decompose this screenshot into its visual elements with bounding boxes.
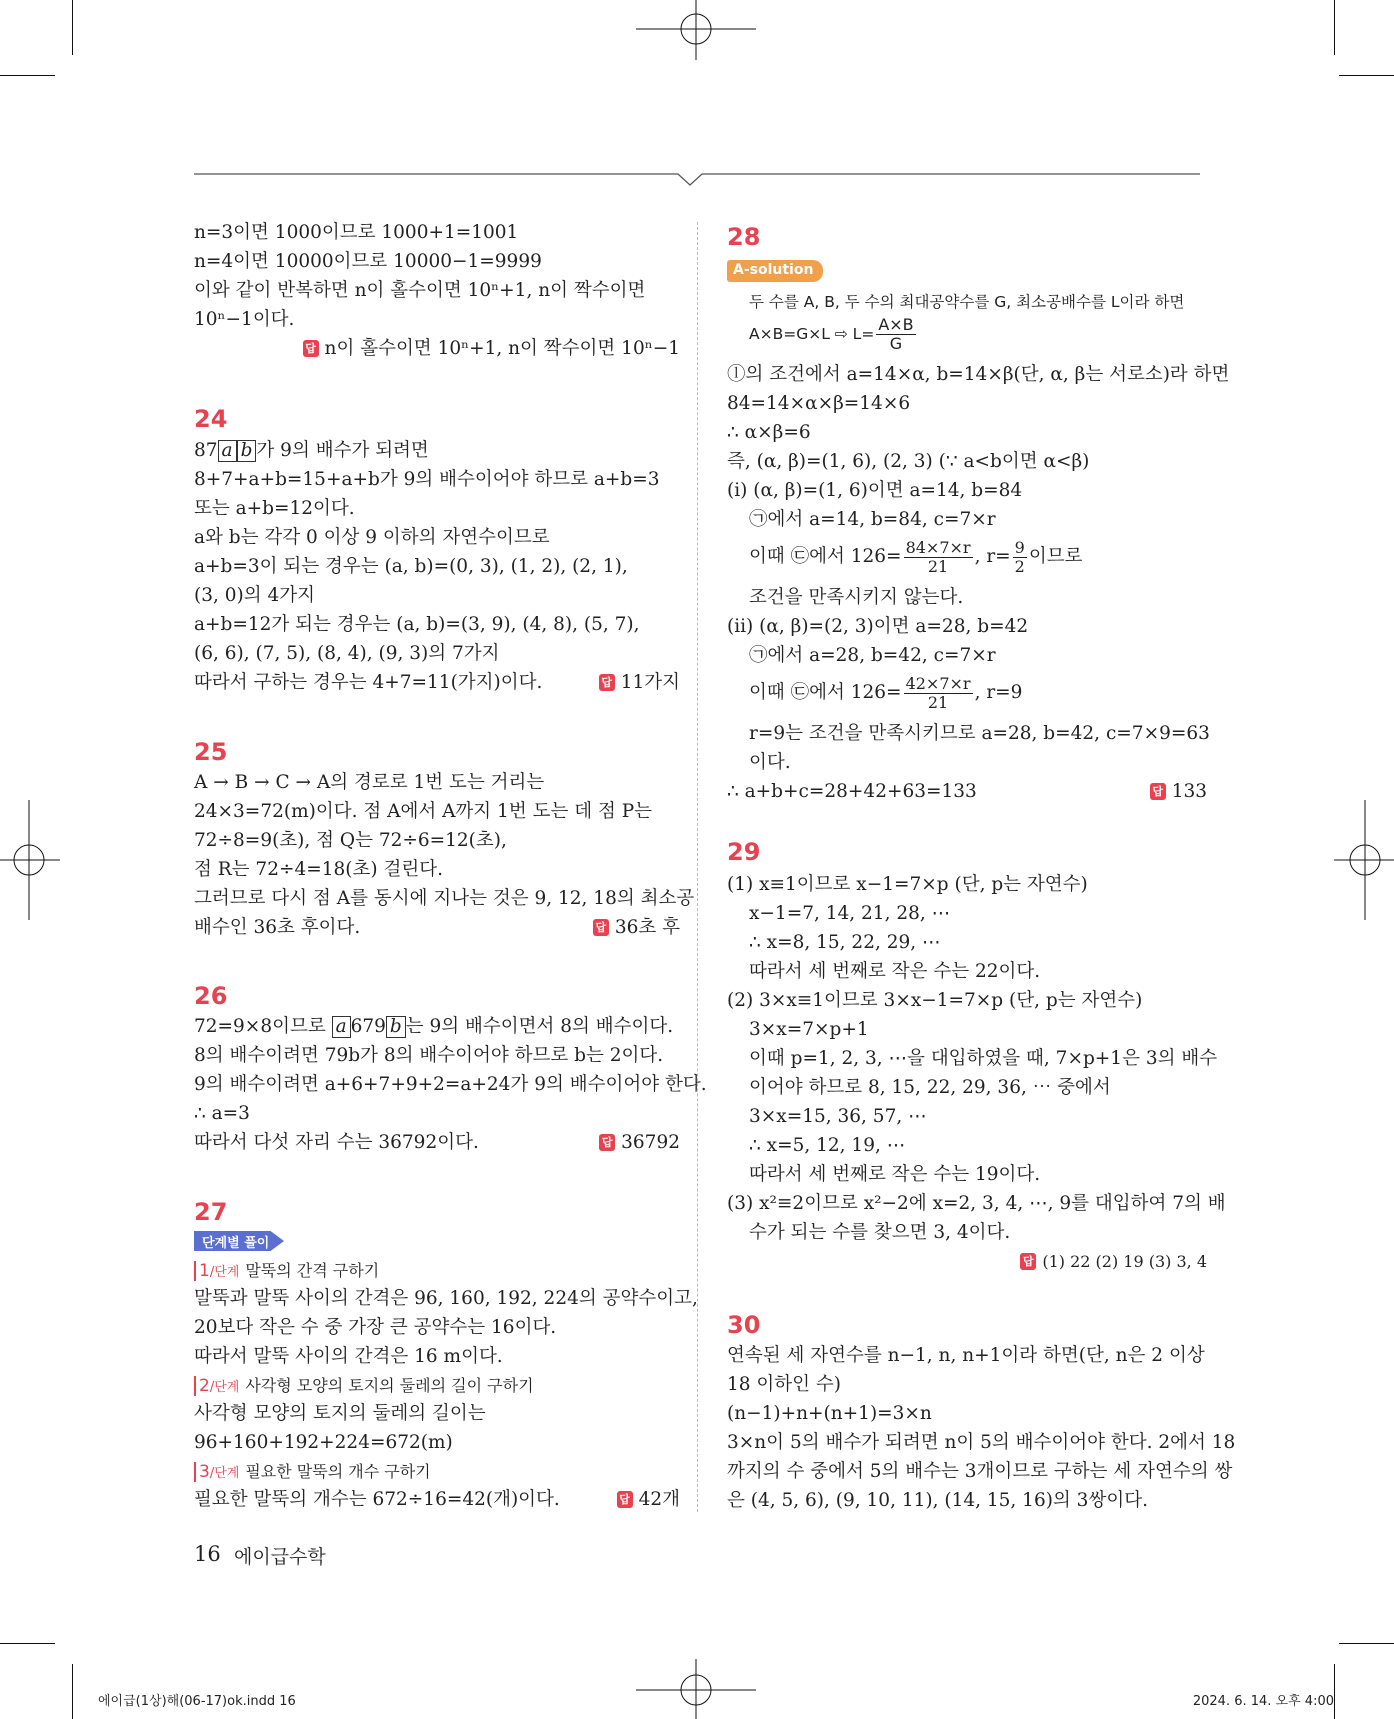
problem-number-25: 25 xyxy=(194,738,228,766)
answer-icon: 답 xyxy=(1020,1253,1036,1270)
answer-text: 36초 후 xyxy=(614,917,680,938)
answer-26 xyxy=(599,1128,680,1157)
answer-28 xyxy=(1150,777,1207,806)
p24-line: 또는 a+b=12이다. xyxy=(194,498,355,519)
problem-number-30: 30 xyxy=(727,1311,761,1339)
p28-line: 84=14×α×β=14×6 xyxy=(727,393,911,414)
p24-suffix: 가 9의 배수가 되려면 xyxy=(256,440,429,461)
answer-text: 36792 xyxy=(621,1132,680,1153)
p25-line: 72÷8=9(초), 점 Q는 72÷6=12(초), xyxy=(194,830,507,851)
p29-line: (3) x²≡2이므로 x²−2에 x=2, 3, 4, ⋯, 9를 대입하여 7의 배 xyxy=(727,1193,1226,1214)
step3-line xyxy=(194,1457,431,1488)
p28-line: (ⅱ) (α, β)=(2, 3)이면 a=28, b=42 xyxy=(727,616,1029,637)
print-footer-timestamp: 2024. 6. 14. 오후 4:00 xyxy=(1192,1694,1334,1709)
step1-title: 말뚝의 간격 구하기 xyxy=(245,1261,380,1280)
problem-number-29: 29 xyxy=(727,838,761,866)
digit-box-a: a xyxy=(332,1016,351,1038)
p24-line: 8+7+a+b=15+a+b가 9의 배수이어야 하므로 a+b=3 xyxy=(194,469,660,490)
solution-line: A×B=G×L ⇨ L= $\frac{A\times B}{G}$ xyxy=(749,315,914,353)
answer-icon: 답 xyxy=(599,674,615,691)
page-number: 16 xyxy=(194,1542,221,1566)
p29-line: (1) x≡1이므로 x−1=7×p (단, p는 자연수) xyxy=(727,874,1088,895)
solution-line: 두 수를 A, B, 두 수의 최대공약수를 G, 최소공배수를 L이라 하면 xyxy=(749,293,1185,311)
intro-line: 10ⁿ−1이다. xyxy=(194,309,295,330)
p29-line: 이때 p=1, 2, 3, ⋯을 대입하였을 때, 7×p+1은 3의 배수 xyxy=(749,1048,1218,1069)
answer-intro xyxy=(303,334,680,363)
p27-line: 말뚝과 말뚝 사이의 간격은 96, 160, 192, 224의 공약수이고, xyxy=(194,1288,698,1309)
answer-25 xyxy=(593,913,680,942)
problem-number-28: 28 xyxy=(727,223,761,251)
crop-mark xyxy=(1334,1664,1335,1719)
p29-line: 3×x=15, 36, 57, ⋯ xyxy=(749,1106,927,1127)
crop-mark xyxy=(72,1664,73,1719)
answer-icon: 답 xyxy=(593,919,609,936)
crop-mark xyxy=(0,75,55,76)
answer-29 xyxy=(1020,1247,1207,1276)
p25-line: 24×3=72(m)이다. 점 A에서 A까지 1번 도는 데 점 P는 xyxy=(194,801,653,822)
p27-line: 사각형 모양의 토지의 둘레의 길이는 xyxy=(194,1403,486,1424)
registration-mark-right xyxy=(1334,800,1394,920)
p29-line: 3×x=7×p+1 xyxy=(749,1019,869,1040)
p24-line: a+b=3이 되는 경우는 (a, b)=(0, 3), (1, 2), (2, 1), xyxy=(194,556,628,577)
crop-mark xyxy=(1339,75,1394,76)
p28-line: ∴ a+b+c=28+42+63=133 xyxy=(727,781,977,802)
p26-line: 8의 배수이려면 79b가 8의 배수이어야 하므로 b는 2이다. xyxy=(194,1045,664,1066)
digit-box-b: b xyxy=(237,440,257,462)
p26-suffix: 는 9의 배수이면서 8의 배수이다. xyxy=(405,1016,674,1037)
p27-line: 96+160+192+224=672(m) xyxy=(194,1432,453,1453)
answer-text: 11가지 xyxy=(620,672,680,693)
p26-line xyxy=(194,1012,673,1041)
registration-mark-left xyxy=(0,800,60,920)
p30-line: 연속된 세 자연수를 n−1, n, n+1이라 하면(단, n은 2 이상 xyxy=(727,1345,1205,1366)
p28-line: ⓛ의 조건에서 a=14×α, b=14×β(단, α, β는 서로소)라 하면 xyxy=(727,364,1230,385)
p24-line xyxy=(194,436,429,465)
header-divider xyxy=(194,168,1200,188)
p24-line: a+b=12가 되는 경우는 (a, b)=(3, 9), (4, 8), (5, 7), xyxy=(194,614,640,635)
digit-box-a: a xyxy=(218,440,237,462)
answer-text: (1) 22 (2) 19 (3) 3, 4 xyxy=(1042,1252,1207,1271)
answer-icon: 답 xyxy=(617,1491,633,1508)
answer-icon: 답 xyxy=(599,1134,615,1151)
step2-title: 사각형 모양의 토지의 둘레의 길이 구하기 xyxy=(245,1376,534,1395)
answer-icon: 답 xyxy=(303,340,319,357)
p30-line: 은 (4, 5, 6), (9, 10, 11), (14, 15, 16)의 3쌍이다. xyxy=(727,1490,1148,1511)
p30-line: 3×n이 5의 배수가 되려면 n이 5의 배수이어야 한다. 2에서 18 xyxy=(727,1432,1236,1453)
answer-27 xyxy=(617,1485,680,1514)
p25-line: A → B → C → A의 경로로 1번 도는 거리는 xyxy=(194,772,545,793)
p24-line: (6, 6), (7, 5), (8, 4), (9, 3)의 7가지 xyxy=(194,643,500,664)
p26-line: 따라서 다섯 자리 수는 36792이다. xyxy=(194,1132,479,1153)
fraction: $\frac{A\times B}{G}$ xyxy=(878,315,914,353)
p26-prefix: 72=9×8이므로 xyxy=(194,1016,332,1037)
p29-line: (2) 3×x≡1이므로 3×x−1=7×p (단, p는 자연수) xyxy=(727,990,1143,1011)
p27-line: 필요한 말뚝의 개수는 672÷16=42(개)이다. xyxy=(194,1489,560,1510)
step-tag-label: 단계별 풀이 xyxy=(202,1236,270,1251)
book-title: 에이급수학 xyxy=(234,1546,326,1568)
p28-line: (ⅰ) (α, β)=(1, 6)이면 a=14, b=84 xyxy=(727,480,1023,501)
step-badge: 1/단계 xyxy=(194,1257,239,1287)
p29-line: x−1=7, 14, 21, 28, ⋯ xyxy=(749,903,951,924)
p24-line: (3, 0)의 4가지 xyxy=(194,585,316,606)
step2-line xyxy=(194,1371,534,1402)
step-badge: 2/단계 xyxy=(194,1372,239,1402)
p27-line: 따라서 말뚝 사이의 간격은 16 m이다. xyxy=(194,1346,503,1367)
digit-box-b: b xyxy=(386,1016,406,1038)
p30-line: 18 이하인 수) xyxy=(727,1374,842,1395)
p24-line: 따라서 구하는 경우는 4+7=11(가지)이다. xyxy=(194,672,543,693)
p26-line: 9의 배수이려면 a+6+7+9+2=a+24가 9의 배수이어야 한다. xyxy=(194,1074,707,1095)
answer-text: 42개 xyxy=(638,1489,680,1510)
answer-icon: 답 xyxy=(1150,783,1166,800)
crop-mark xyxy=(0,1643,55,1644)
crop-mark xyxy=(1339,1643,1394,1644)
p25-line: 그러므로 다시 점 A를 동시에 지나는 것은 9, 12, 18의 최소공 xyxy=(194,888,695,909)
answer-text: 133 xyxy=(1171,781,1207,802)
p29-line: 따라서 세 번째로 작은 수는 19이다. xyxy=(749,1164,1041,1185)
p28-line: 즉, (α, β)=(1, 6), (2, 3) (∵ a<b이면 α<β) xyxy=(727,451,1090,472)
p28-line: 조건을 만족시키지 않는다. xyxy=(749,587,964,608)
p29-line: ∴ x=5, 12, 19, ⋯ xyxy=(749,1135,906,1156)
fraction: $\frac{42\times 7\times r}{21}$ xyxy=(905,673,971,712)
p28-line: 이때 ㉢에서 126= $\frac{42\times 7\times r}{21}$ , r=9 xyxy=(749,673,1023,712)
p24-prefix: 87 xyxy=(194,440,218,461)
fraction: $\frac{9}{2}$ xyxy=(1014,537,1025,576)
crop-mark xyxy=(1334,0,1335,55)
p30-line: 까지의 수 중에서 5의 배수는 3개이므로 구하는 세 자연수의 쌍 xyxy=(727,1461,1233,1482)
intro-line: 이와 같이 반복하면 n이 홀수이면 10ⁿ+1, n이 짝수이면 xyxy=(194,280,646,301)
p28-line: ㉠에서 a=28, b=42, c=7×r xyxy=(749,645,996,666)
p26-line: ∴ a=3 xyxy=(194,1103,250,1124)
p28-line: 이다. xyxy=(749,752,791,773)
step3-title: 필요한 말뚝의 개수 구하기 xyxy=(245,1462,431,1481)
p27-line: 20보다 작은 수 중 가장 큰 공약수는 16이다. xyxy=(194,1317,557,1338)
print-footer-file: 에이급(1상)해(06-17)ok.indd 16 xyxy=(98,1694,296,1709)
problem-number-24: 24 xyxy=(194,405,228,433)
step-badge: 3/단계 xyxy=(194,1458,239,1488)
p30-line: (n−1)+n+(n+1)=3×n xyxy=(727,1403,932,1424)
registration-mark-top xyxy=(636,0,756,60)
answer-text: n이 홀수이면 10ⁿ+1, n이 짝수이면 10ⁿ−1 xyxy=(324,338,680,359)
p29-line: ∴ x=8, 15, 22, 29, ⋯ xyxy=(749,932,941,953)
p28-line: ㉠에서 a=14, b=84, c=7×r xyxy=(749,509,996,530)
p25-line: 점 R는 72÷4=18(초) 걸린다. xyxy=(194,859,443,880)
p28-line: ∴ α×β=6 xyxy=(727,422,811,443)
problem-number-26: 26 xyxy=(194,982,228,1010)
intro-line: n=3이면 1000이므로 1000+1=1001 xyxy=(194,222,519,243)
solution-tag-label: A-solution xyxy=(733,262,814,278)
step1-line xyxy=(194,1256,379,1287)
problem-number-27: 27 xyxy=(194,1198,228,1226)
p24-line: a와 b는 각각 0 이상 9 이하의 자연수이므로 xyxy=(194,527,550,548)
p29-line: 수가 되는 수를 찾으면 3, 4이다. xyxy=(749,1222,1011,1243)
p25-line: 배수인 36초 후이다. xyxy=(194,917,361,938)
p26-mid: 679 xyxy=(350,1016,386,1037)
fraction: $\frac{84\times 7\times r}{21}$ xyxy=(905,537,971,576)
intro-line: n=4이면 10000이므로 10000−1=9999 xyxy=(194,251,542,272)
answer-24 xyxy=(599,668,680,697)
registration-mark-bottom xyxy=(636,1659,756,1719)
p28-line: 이때 ㉢에서 126= $\frac{84\times 7\times r}{21}$ , r= $\frac{9}{2}$ 이므로 xyxy=(749,537,1083,576)
p28-line: r=9는 조건을 만족시키므로 a=28, b=42, c=7×9=63 xyxy=(749,723,1210,744)
p29-line: 따라서 세 번째로 작은 수는 22이다. xyxy=(749,961,1041,982)
crop-mark xyxy=(72,0,73,55)
column-divider xyxy=(697,222,698,1512)
p29-line: 이어야 하므로 8, 15, 22, 29, 36, ⋯ 중에서 xyxy=(749,1077,1111,1098)
